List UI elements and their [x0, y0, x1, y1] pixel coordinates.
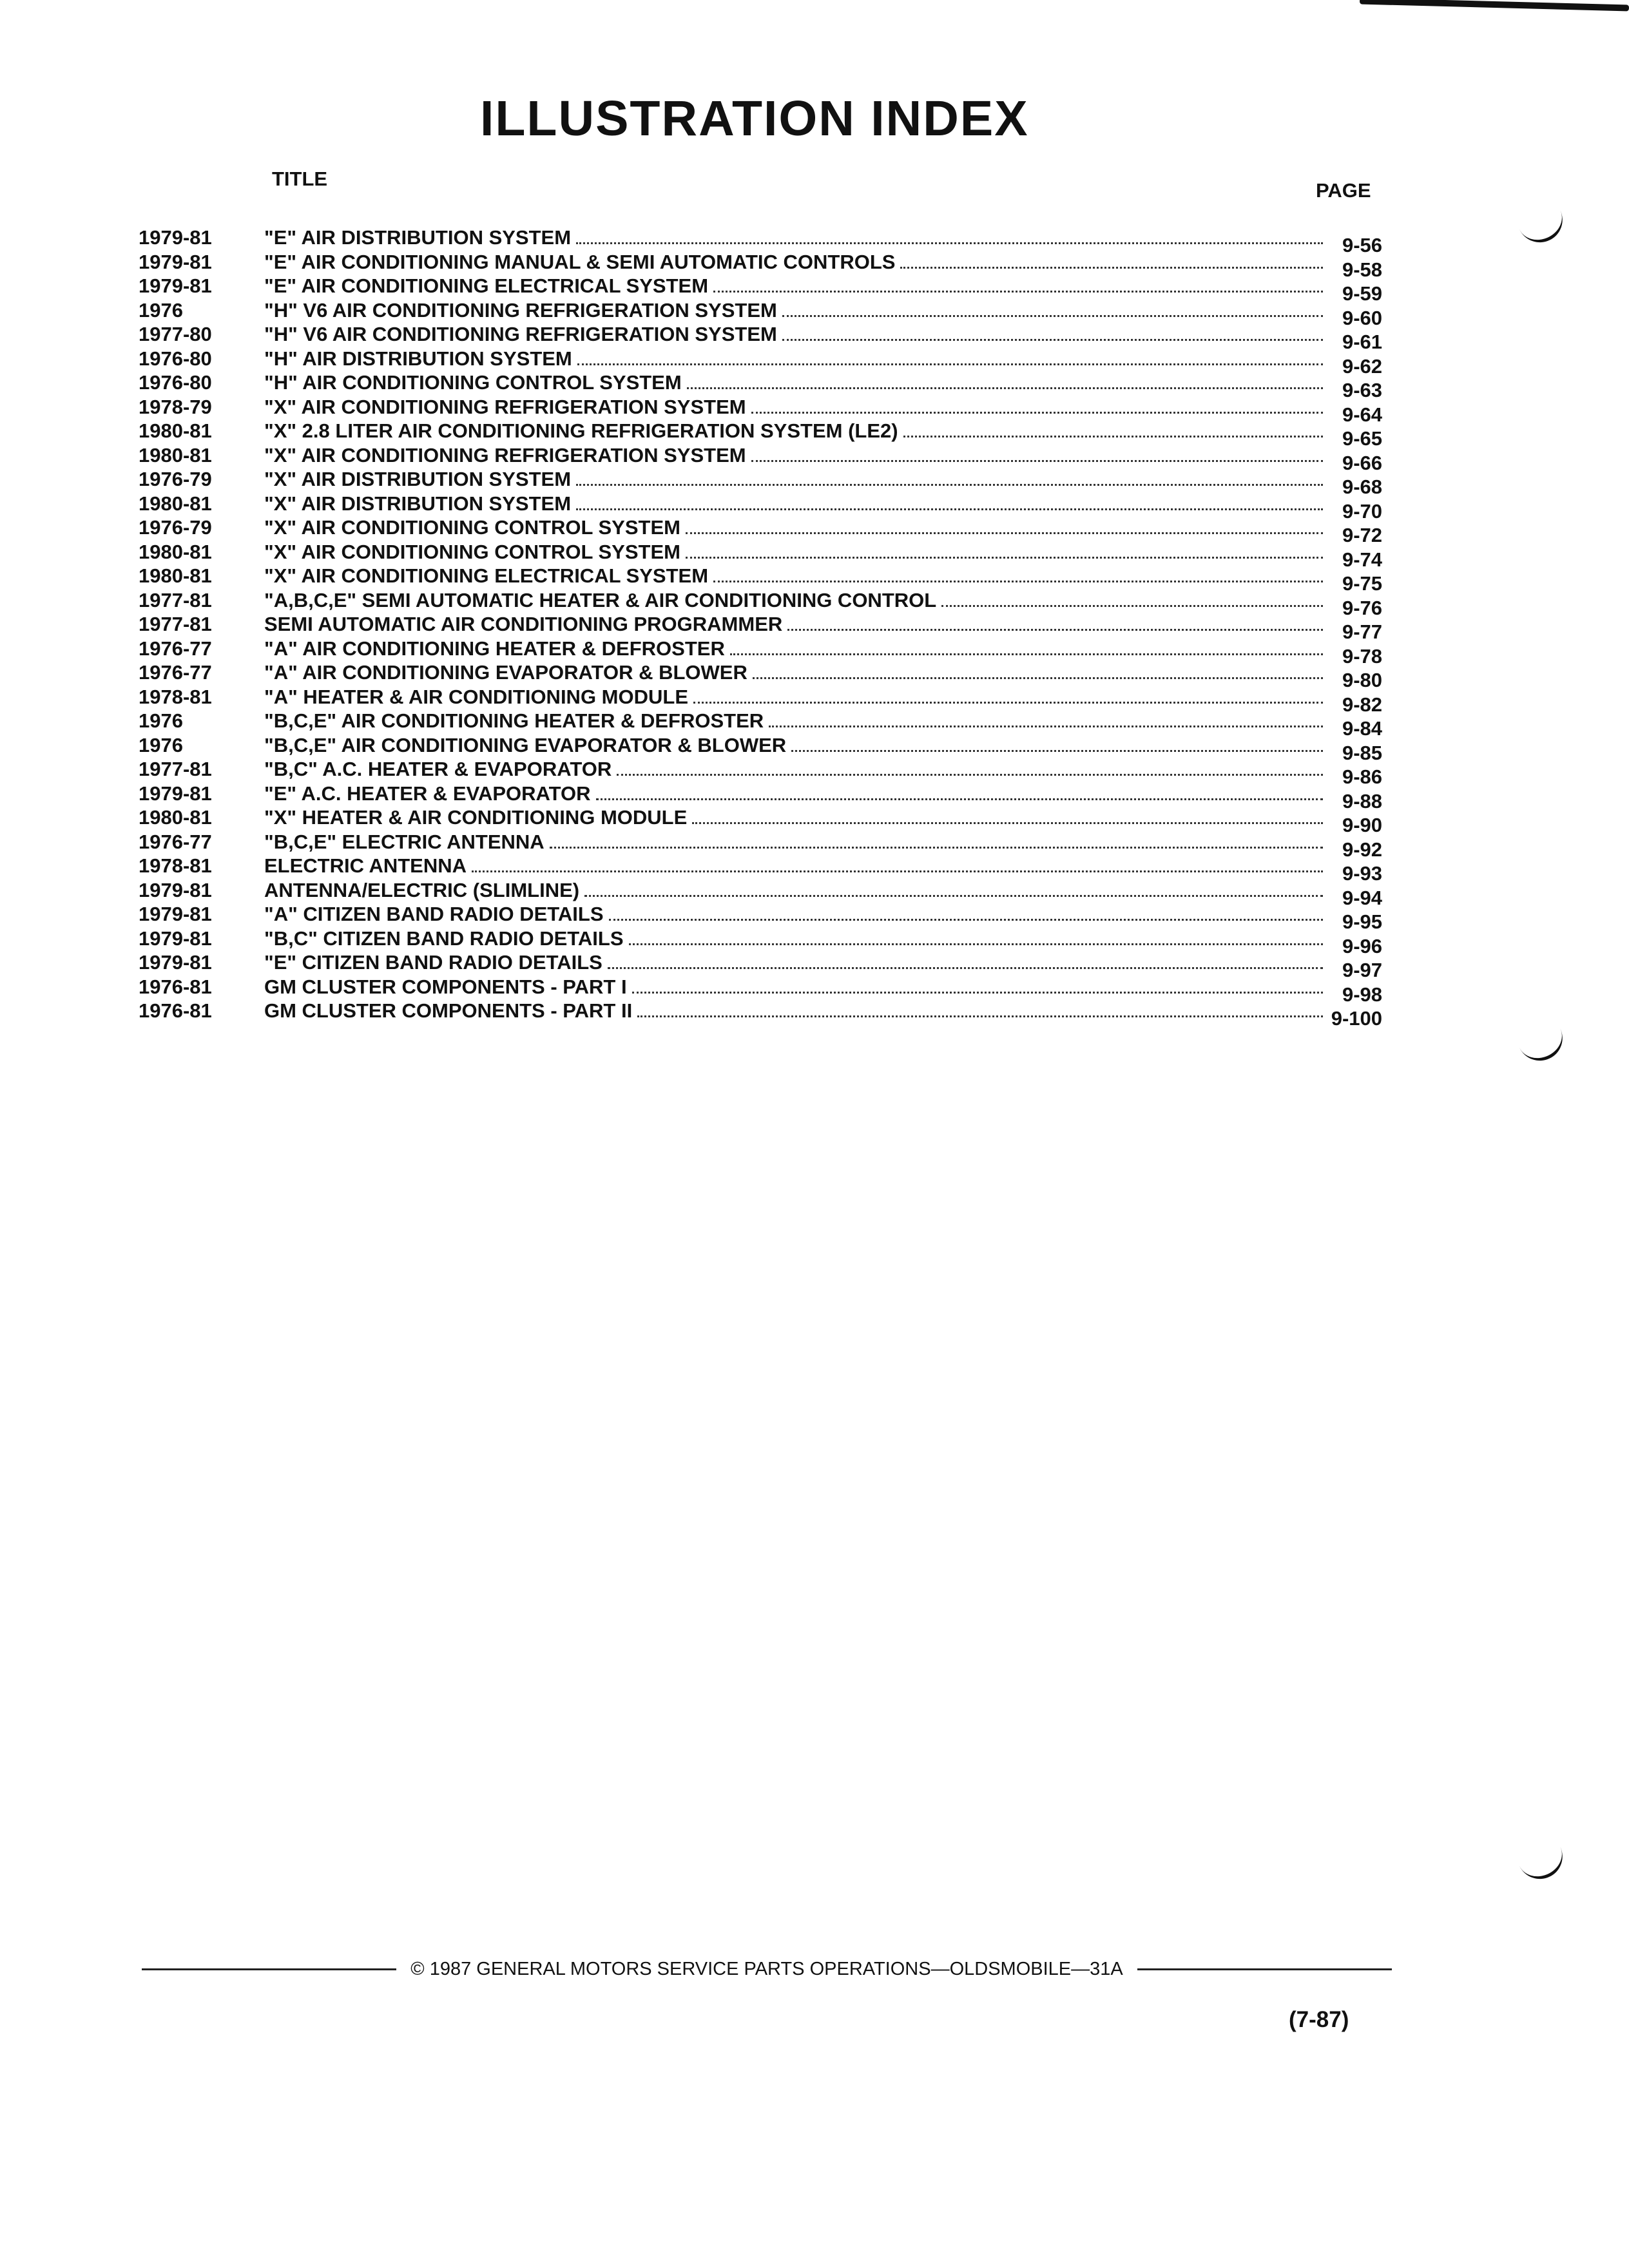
index-entry	[139, 612, 1382, 643]
entry-years: 1977-81	[139, 588, 212, 611]
index-entry	[139, 685, 1382, 716]
index-entry	[139, 492, 1382, 523]
entry-years: 1978-79	[139, 395, 212, 418]
entry-years: 1976-77	[139, 830, 212, 853]
entry-line	[264, 322, 1382, 353]
entry-title: "B,C" CITIZEN BAND RADIO DETAILS	[264, 927, 624, 950]
entry-years: 1979-81	[139, 927, 212, 950]
index-entry	[139, 805, 1382, 836]
entry-years: 1979-81	[139, 226, 212, 249]
entry-page: 9-64	[1342, 403, 1382, 426]
index-entry	[139, 999, 1382, 1030]
index-entry	[139, 274, 1382, 305]
index-entry	[139, 515, 1382, 546]
entry-page: 9-77	[1342, 620, 1382, 643]
entry-title: "X" 2.8 LITER AIR CONDITIONING REFRIGERATION SYSTEM (LE2)	[264, 419, 898, 442]
index-entry	[139, 757, 1382, 788]
dot-leader	[472, 870, 1323, 872]
entry-years: 1976-81	[139, 975, 212, 998]
dot-leader	[751, 460, 1323, 462]
dot-leader	[637, 1015, 1323, 1017]
entry-years: 1980-81	[139, 492, 212, 515]
entry-title: "A,B,C,E" SEMI AUTOMATIC HEATER & AIR CONDITIONING CONTROL	[264, 588, 937, 611]
dot-leader	[782, 315, 1323, 317]
index-entry	[139, 467, 1382, 498]
dot-leader	[617, 774, 1323, 776]
page-title: ILLUSTRATION INDEX	[480, 91, 1029, 146]
entry-page: 9-100	[1331, 1007, 1382, 1030]
dot-leader	[751, 412, 1323, 414]
entry-title: "A" AIR CONDITIONING HEATER & DEFROSTER	[264, 637, 725, 660]
entry-line	[264, 540, 1382, 571]
dot-leader	[609, 919, 1323, 921]
scan-edge-streak	[1360, 0, 1629, 11]
entry-line	[264, 878, 1382, 909]
entry-title: "H" V6 AIR CONDITIONING REFRIGERATION SYSTEM	[264, 298, 777, 322]
entry-page: 9-93	[1342, 862, 1382, 885]
entry-years: 1976-80	[139, 371, 212, 394]
entry-title: "B,C" A.C. HEATER & EVAPORATOR	[264, 758, 612, 780]
entry-title: ANTENNA/ELECTRIC (SLIMLINE)	[264, 878, 580, 901]
dot-leader	[632, 992, 1323, 994]
entry-page: 9-92	[1342, 838, 1382, 861]
entry-line	[264, 443, 1382, 474]
entry-page: 9-94	[1342, 886, 1382, 909]
dot-leader	[753, 677, 1323, 679]
index-entry	[139, 927, 1382, 957]
entry-title: "E" AIR CONDITIONING MANUAL & SEMI AUTOMATIC CONTROLS	[264, 250, 896, 273]
dot-leader	[596, 798, 1324, 800]
entry-line	[264, 226, 1382, 256]
index-entry	[139, 902, 1382, 933]
entry-page: 9-76	[1342, 596, 1382, 619]
entry-title: "E" A.C. HEATER & EVAPORATOR	[264, 782, 591, 805]
index-entry	[139, 782, 1382, 812]
entry-page: 9-70	[1342, 499, 1382, 523]
entry-years: 1979-81	[139, 951, 212, 974]
index-entry	[139, 564, 1382, 595]
footer-copyright: © 1987 GENERAL MOTORS SERVICE PARTS OPERATIONS—OLDSMOBILE—31A	[410, 1959, 1123, 1979]
entry-years: 1976-77	[139, 661, 212, 684]
entry-title: "B,C,E" AIR CONDITIONING HEATER & DEFROSTER	[264, 709, 764, 732]
dot-leader	[713, 581, 1323, 582]
dot-leader	[713, 291, 1323, 293]
entry-years: 1976-79	[139, 516, 212, 539]
index-entry	[139, 660, 1382, 691]
index-entry	[139, 226, 1382, 256]
entry-line	[264, 685, 1382, 716]
entry-line	[264, 975, 1382, 1006]
entry-page: 9-75	[1342, 572, 1382, 595]
dot-leader	[692, 822, 1323, 824]
entry-title: "B,C,E" ELECTRIC ANTENNA	[264, 830, 545, 853]
index-entry	[139, 322, 1382, 353]
entry-title: "A" HEATER & AIR CONDITIONING MODULE	[264, 685, 688, 708]
entry-page: 9-97	[1342, 959, 1382, 981]
entry-page: 9-82	[1342, 693, 1382, 716]
entry-page: 9-90	[1342, 814, 1382, 836]
entry-line	[264, 298, 1382, 329]
entry-years: 1980-81	[139, 443, 212, 466]
entry-line	[264, 274, 1382, 305]
entry-page: 9-96	[1342, 934, 1382, 957]
footer	[142, 1959, 1392, 1980]
entry-line	[264, 999, 1382, 1030]
entry-title: "X" AIR CONDITIONING ELECTRICAL SYSTEM	[264, 564, 709, 587]
entry-line	[264, 564, 1382, 595]
entry-line	[264, 757, 1382, 788]
entry-line	[264, 637, 1382, 668]
entry-years: 1977-81	[139, 758, 212, 780]
dot-leader	[576, 242, 1323, 244]
entry-title: GM CLUSTER COMPONENTS - PART II	[264, 999, 633, 1022]
entry-page: 9-59	[1342, 282, 1382, 305]
entry-years: 1976	[139, 298, 183, 322]
entry-page: 9-88	[1342, 789, 1382, 812]
entry-line	[264, 370, 1382, 401]
dot-leader	[941, 605, 1323, 607]
entry-title: "A" AIR CONDITIONING EVAPORATOR & BLOWER	[264, 661, 747, 684]
entry-title: "X" AIR CONDITIONING REFRIGERATION SYSTEM	[264, 443, 746, 466]
entry-page: 9-85	[1342, 741, 1382, 764]
page-code: (7-87)	[1289, 2007, 1349, 2032]
entry-years: 1980-81	[139, 419, 212, 442]
binder-mark	[1517, 204, 1570, 249]
entry-page: 9-62	[1342, 354, 1382, 378]
dot-leader	[693, 702, 1323, 704]
dot-leader	[629, 943, 1323, 945]
dot-leader	[584, 895, 1323, 897]
entry-line	[264, 927, 1382, 957]
entry-line	[264, 950, 1382, 981]
entry-line	[264, 902, 1382, 933]
entry-years: 1979-81	[139, 782, 212, 805]
index-entry	[139, 370, 1382, 401]
entry-years: 1979-81	[139, 274, 212, 297]
entry-page: 9-61	[1342, 331, 1382, 353]
index-entry	[139, 733, 1382, 764]
index-entry	[139, 950, 1382, 981]
dot-leader	[576, 484, 1323, 486]
dot-leader	[903, 436, 1323, 437]
index-entry	[139, 443, 1382, 474]
entry-title: "B,C,E" AIR CONDITIONING EVAPORATOR & BLOWER	[264, 733, 787, 756]
entry-title: "H" V6 AIR CONDITIONING REFRIGERATION SYSTEM	[264, 323, 777, 345]
entry-years: 1978-81	[139, 854, 212, 877]
entry-years: 1979-81	[139, 250, 212, 273]
entry-line	[264, 515, 1382, 546]
footer-rule-left	[142, 1968, 396, 1970]
entry-years: 1976	[139, 709, 183, 732]
dot-leader	[686, 532, 1323, 534]
dot-leader	[576, 508, 1323, 510]
entry-page: 9-86	[1342, 765, 1382, 788]
index-entries-list	[139, 226, 1382, 1030]
entry-line	[264, 250, 1382, 281]
entry-title: "E" AIR CONDITIONING ELECTRICAL SYSTEM	[264, 274, 709, 297]
entry-page: 9-66	[1342, 451, 1382, 474]
entry-line	[264, 419, 1382, 450]
dot-leader	[782, 339, 1323, 341]
entry-line	[264, 805, 1382, 836]
index-entry	[139, 588, 1382, 619]
entry-title: "X" AIR DISTRIBUTION SYSTEM	[264, 492, 572, 515]
index-entry	[139, 709, 1382, 740]
entry-title: "X" AIR CONDITIONING REFRIGERATION SYSTEM	[264, 395, 746, 418]
entry-page: 9-78	[1342, 644, 1382, 668]
dot-leader	[769, 726, 1323, 727]
entry-title: "X" AIR CONDITIONING CONTROL SYSTEM	[264, 516, 680, 539]
index-entry	[139, 250, 1382, 281]
entry-line	[264, 830, 1382, 861]
entry-title: ELECTRIC ANTENNA	[264, 854, 467, 877]
entry-page: 9-98	[1342, 983, 1382, 1006]
entry-years: 1976-81	[139, 999, 212, 1022]
entry-line	[264, 588, 1382, 619]
column-header-page: PAGE	[1316, 179, 1371, 202]
column-header-title: TITLE	[272, 168, 328, 190]
entry-title: "H" AIR CONDITIONING CONTROL SYSTEM	[264, 371, 682, 394]
entry-line	[264, 612, 1382, 643]
entry-line	[264, 709, 1382, 740]
entry-title: SEMI AUTOMATIC AIR CONDITIONING PROGRAMMER	[264, 613, 783, 635]
entry-years: 1978-81	[139, 685, 212, 708]
index-entry	[139, 637, 1382, 668]
entry-years: 1979-81	[139, 878, 212, 901]
entry-line	[264, 733, 1382, 764]
index-entry	[139, 395, 1382, 426]
dot-leader	[791, 750, 1323, 752]
entry-page: 9-56	[1342, 234, 1382, 256]
entry-page: 9-72	[1342, 524, 1382, 546]
entry-title: "E" AIR DISTRIBUTION SYSTEM	[264, 226, 572, 249]
entry-page: 9-63	[1342, 379, 1382, 401]
entry-years: 1976-79	[139, 468, 212, 490]
dot-leader	[730, 653, 1323, 655]
entry-title: "X" AIR CONDITIONING CONTROL SYSTEM	[264, 540, 680, 563]
entry-title: "H" AIR DISTRIBUTION SYSTEM	[264, 347, 572, 370]
dot-leader	[900, 267, 1323, 269]
index-entry	[139, 419, 1382, 450]
index-entry	[139, 298, 1382, 329]
entry-years: 1980-81	[139, 564, 212, 587]
index-entry	[139, 975, 1382, 1006]
entry-page: 9-95	[1342, 910, 1382, 933]
entry-page: 9-84	[1342, 717, 1382, 740]
dot-leader	[787, 629, 1323, 631]
entry-title: "E" CITIZEN BAND RADIO DETAILS	[264, 951, 602, 974]
entry-title: "X" HEATER & AIR CONDITIONING MODULE	[264, 806, 688, 829]
binder-mark	[1517, 1023, 1570, 1068]
entry-years: 1976-80	[139, 347, 212, 370]
entry-page: 9-80	[1342, 669, 1382, 691]
entry-title: GM CLUSTER COMPONENTS - PART I	[264, 975, 627, 998]
entry-line	[264, 660, 1382, 691]
entry-page: 9-68	[1342, 476, 1382, 498]
entry-page: 9-65	[1342, 427, 1382, 450]
entry-years: 1976-77	[139, 637, 212, 660]
entry-line	[264, 347, 1382, 378]
entry-page: 9-58	[1342, 258, 1382, 281]
entry-page: 9-60	[1342, 306, 1382, 329]
index-entry	[139, 878, 1382, 909]
entry-line	[264, 467, 1382, 498]
entry-years: 1977-81	[139, 613, 212, 635]
entry-years: 1980-81	[139, 806, 212, 829]
index-entry	[139, 854, 1382, 885]
entry-years: 1979-81	[139, 903, 212, 925]
footer-rule-right	[1137, 1968, 1392, 1970]
dot-leader	[550, 847, 1323, 849]
entry-page: 9-74	[1342, 548, 1382, 571]
entry-title: "A" CITIZEN BAND RADIO DETAILS	[264, 903, 604, 925]
index-entry	[139, 347, 1382, 378]
dot-leader	[577, 363, 1323, 365]
index-entry	[139, 540, 1382, 571]
entry-line	[264, 492, 1382, 523]
entry-years: 1980-81	[139, 540, 212, 563]
binder-mark	[1517, 1841, 1570, 1886]
entry-title: "X" AIR DISTRIBUTION SYSTEM	[264, 468, 572, 490]
index-entry	[139, 830, 1382, 861]
entry-line	[264, 782, 1382, 812]
dot-leader	[687, 387, 1323, 389]
entry-line	[264, 854, 1382, 885]
dot-leader	[686, 557, 1323, 559]
dot-leader	[608, 967, 1323, 969]
entry-years: 1976	[139, 733, 183, 756]
entry-years: 1977-80	[139, 323, 212, 345]
entry-line	[264, 395, 1382, 426]
